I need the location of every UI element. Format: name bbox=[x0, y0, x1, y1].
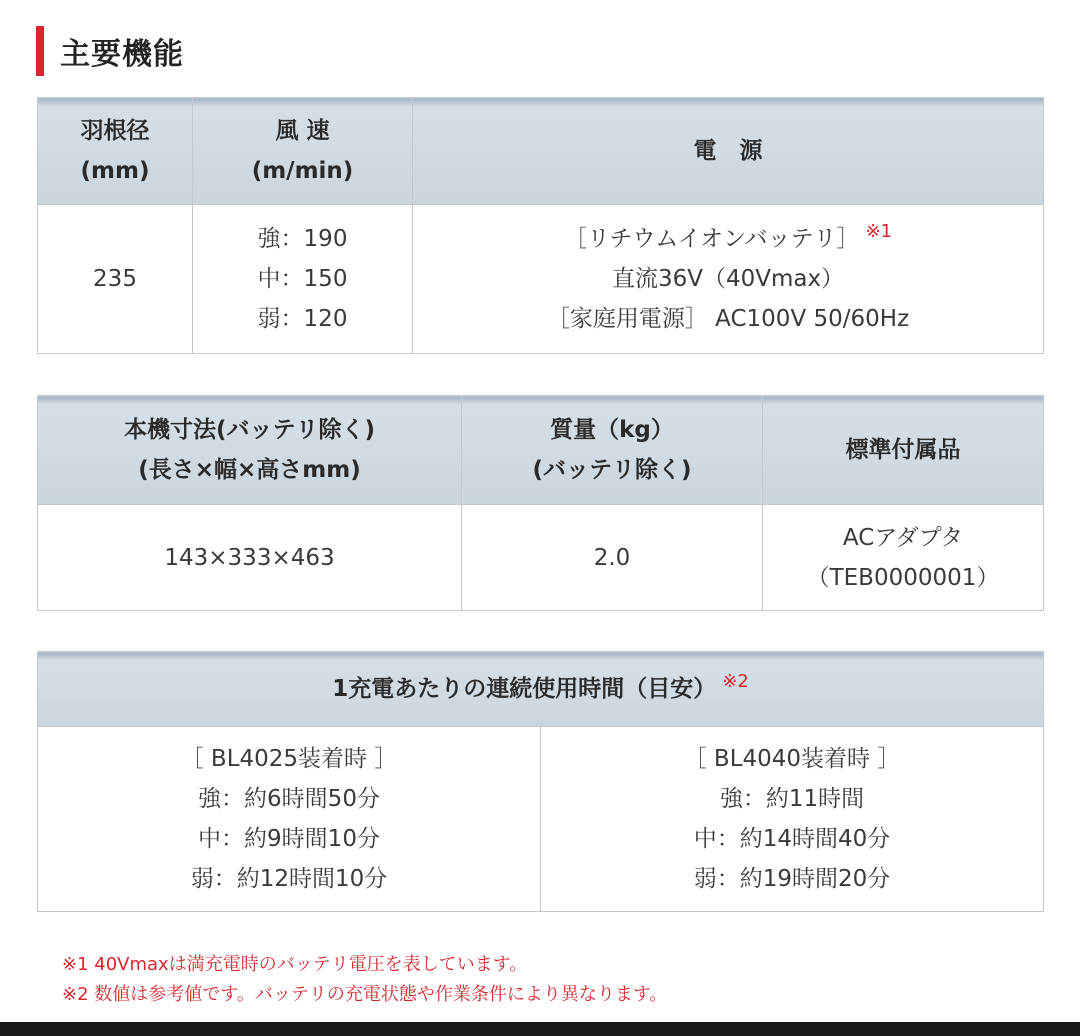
spec-table-power bbox=[37, 97, 1044, 354]
dimensions-value: 143×333×463 bbox=[38, 505, 462, 611]
footnotes bbox=[62, 950, 667, 1010]
runtime-bl4040: ［ BL4040装着時 ］ 強：約11時間 中：約14時間40分 弱：約19時間20分 bbox=[541, 727, 1044, 912]
table-row bbox=[38, 505, 1044, 611]
mass-value: 2.0 bbox=[462, 505, 763, 611]
footnote-1: ※1 40Vmaxは満充電時のバッテリ電圧を表しています。 bbox=[62, 954, 528, 975]
dc-line: 直流36V（40Vmax） bbox=[611, 266, 845, 292]
accessory-value: ACアダプタ （TEB0000001） bbox=[763, 505, 1044, 611]
wind-speed-values: 強：190 中：150 弱：120 bbox=[193, 205, 413, 354]
header-dimensions: 本機寸法(バッテリ除く) (長さ×幅×高さmm) bbox=[38, 396, 462, 505]
footnote-2: ※2 数値は参考値です。バッテリの充電状態や作業条件により異なります。 bbox=[62, 984, 668, 1005]
header-accessories: 標準付属品 bbox=[763, 396, 1044, 505]
table-header-row bbox=[38, 652, 1044, 727]
header-runtime: 1充電あたりの連続使用時間（目安） $^{※2}$ bbox=[38, 652, 1044, 727]
footnote-marker-1: ※1 bbox=[865, 221, 893, 243]
battery-line: ［リチウムイオンバッテリ］ $^{※1}$ bbox=[563, 221, 893, 252]
table-row bbox=[38, 205, 1044, 354]
header-blade-diameter: 羽根径 (mm) bbox=[38, 98, 193, 205]
spec-table-dimensions bbox=[37, 395, 1044, 611]
ac-line: ［家庭用電源］ AC100V 50/60Hz bbox=[546, 306, 910, 332]
spec-table-runtime bbox=[37, 651, 1044, 912]
footnote-marker-2: ※2 bbox=[722, 671, 749, 693]
header-wind-speed: 風 速 (m/min) bbox=[193, 98, 413, 205]
header-power-source: 電 源 bbox=[413, 98, 1044, 205]
power-source-values bbox=[413, 205, 1044, 354]
table-header-row bbox=[38, 396, 1044, 505]
blade-diameter-value: 235 bbox=[38, 205, 193, 354]
section-title: 主要機能 bbox=[60, 37, 184, 72]
runtime-bl4025: ［ BL4025装着時 ］ 強：約6時間50分 中：約9時間10分 弱：約12時間10分 bbox=[38, 727, 541, 912]
bottom-edge-strip bbox=[0, 1022, 1080, 1036]
heading-accent-bar bbox=[36, 26, 44, 76]
section-heading bbox=[36, 26, 184, 76]
header-mass: 質量（kg） (バッテリ除く) bbox=[462, 396, 763, 505]
table-row bbox=[38, 727, 1044, 912]
table-header-row bbox=[38, 98, 1044, 205]
